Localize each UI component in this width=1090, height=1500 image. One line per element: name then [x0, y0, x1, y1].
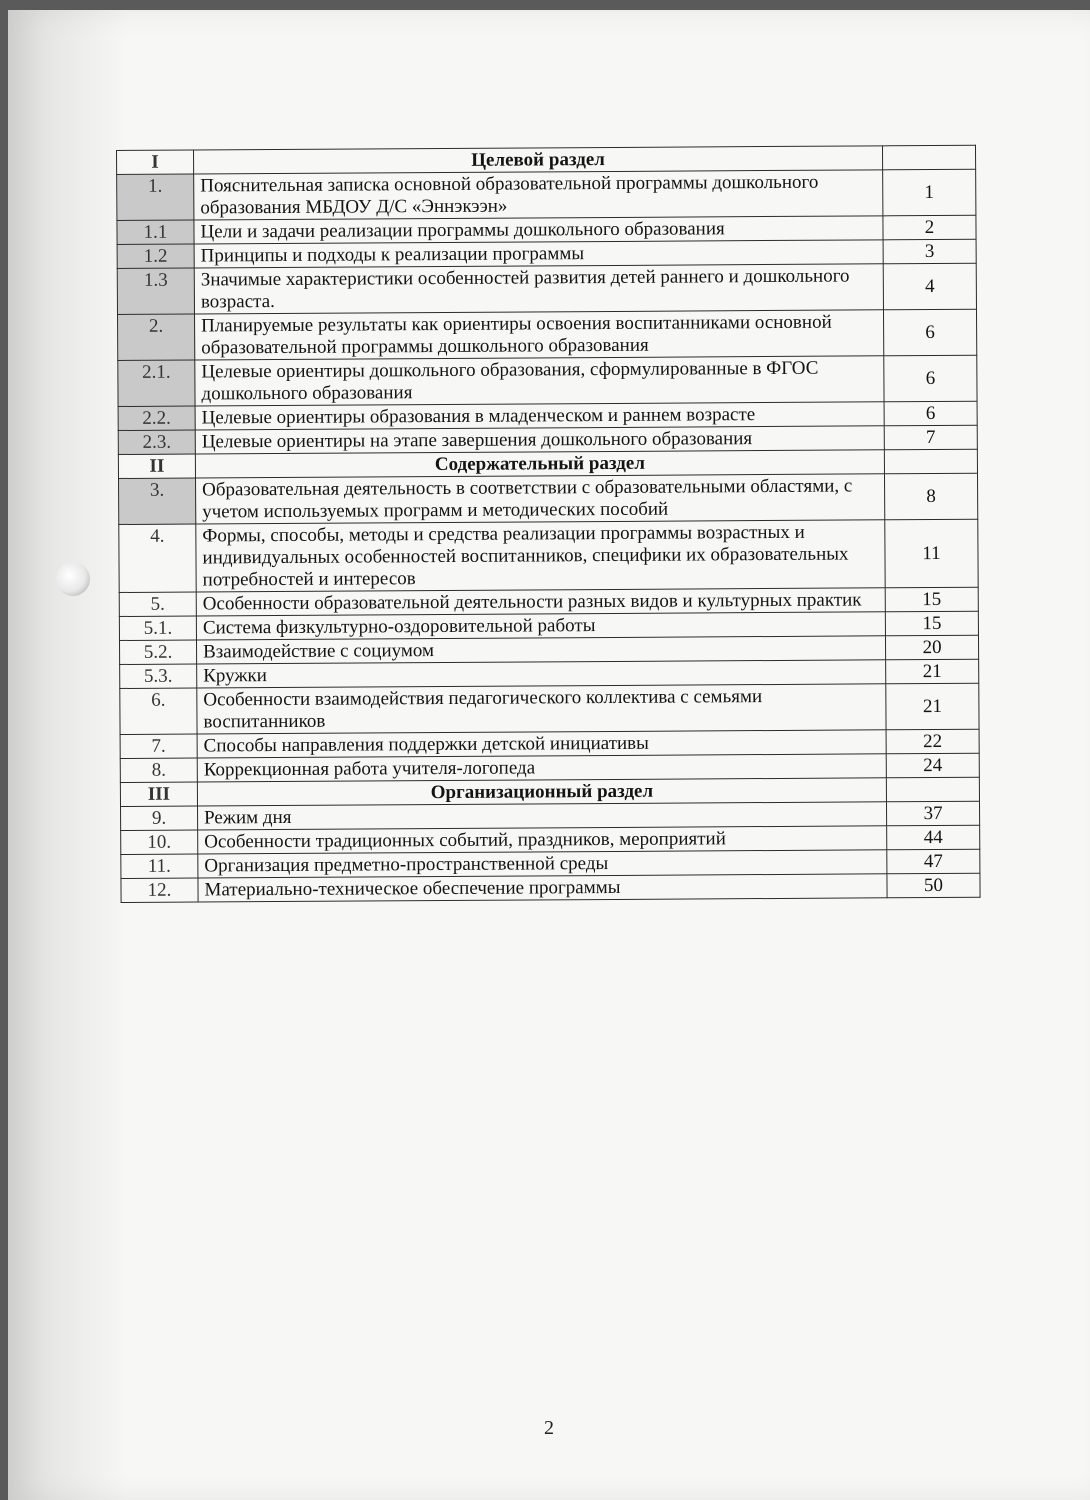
toc-row — [117, 169, 976, 220]
toc-page: 37 — [886, 801, 979, 826]
toc-number: 6. — [120, 688, 197, 734]
toc-page — [884, 449, 977, 474]
toc-title: Режим дня — [198, 802, 887, 830]
toc-title: Способы направления поддержки детской инициативы — [197, 730, 886, 758]
toc-number: 1.2 — [117, 244, 194, 268]
toc-title: Целевые ориентиры образования в младенческом и раннем возрасте — [195, 402, 884, 430]
toc-number: 2.3. — [118, 430, 195, 454]
toc-page: 6 — [884, 401, 977, 426]
toc-section-title: Содержательный раздел — [195, 450, 884, 478]
toc-title: Цели и задачи реализации программы дошкольного образования — [194, 216, 883, 244]
toc-page: 50 — [887, 873, 980, 898]
toc-title: Кружки — [197, 660, 886, 688]
toc-number: 5.1. — [119, 616, 196, 640]
toc-number: 5. — [119, 592, 196, 616]
toc-row — [118, 309, 977, 360]
toc-title: Система физкультурно-оздоровительной работы — [196, 612, 885, 640]
toc-number: 4. — [119, 524, 196, 592]
toc-title: Целевые ориентиры на этапе завершения дошкольного образования — [195, 426, 884, 454]
toc-page — [882, 145, 975, 170]
toc-page: 11 — [885, 519, 978, 588]
toc-number: II — [118, 454, 195, 478]
toc-number: 8. — [120, 758, 197, 782]
toc-body — [117, 145, 981, 902]
toc-title: Пояснительная записка основной образовательной программы дошкольного образования МБДОУ Д/С «Эннэкээн» — [194, 170, 883, 220]
toc-page: 44 — [887, 825, 980, 850]
toc-page: 21 — [886, 683, 979, 730]
toc-title: Значимые характеристики особенностей развития детей раннего и дошкольного возраста. — [194, 264, 883, 314]
toc-page: 6 — [883, 309, 976, 356]
toc-number: 7. — [120, 734, 197, 758]
toc-title: Целевые ориентиры дошкольного образования, сформулированные в ФГОС дошкольного образования — [195, 356, 884, 406]
toc-row — [117, 263, 976, 314]
toc-page: 3 — [883, 239, 976, 264]
punch-hole — [56, 562, 90, 596]
toc-page: 47 — [887, 849, 980, 874]
toc-page: 20 — [885, 635, 978, 660]
toc-number: 1. — [117, 174, 194, 220]
toc-title: Принципы и подходы к реализации программы — [194, 240, 883, 268]
toc-row — [120, 683, 979, 734]
toc-number: I — [117, 150, 194, 174]
toc-row — [121, 873, 980, 902]
toc-page — [886, 777, 979, 802]
toc-section-title: Организационный раздел — [197, 778, 886, 806]
toc-title: Коррекционная работа учителя-логопеда — [197, 754, 886, 782]
toc-title: Образовательная деятельность в соответствии с образовательными областями, с учетом используемых программ и методических пособий — [196, 474, 885, 524]
toc-page: 15 — [885, 587, 978, 612]
toc-number: 1.3 — [117, 268, 194, 314]
toc-number: 10. — [121, 830, 198, 854]
toc-page: 2 — [883, 215, 976, 240]
toc-number: 3. — [119, 478, 196, 524]
toc-number: 11. — [121, 854, 198, 878]
toc-title: Особенности традиционных событий, праздников, мероприятий — [198, 826, 887, 854]
toc-number: 2.2. — [118, 406, 195, 430]
toc-page: 21 — [886, 659, 979, 684]
toc-row — [119, 473, 978, 524]
toc-page: 15 — [885, 611, 978, 636]
toc-page: 24 — [886, 753, 979, 778]
toc-title: Материально-техническое обеспечение программы — [198, 874, 887, 902]
toc-number: 2. — [118, 314, 195, 360]
toc-number: 5.3. — [120, 664, 197, 688]
toc-page: 8 — [884, 473, 977, 520]
page-number: 2 — [544, 1417, 554, 1439]
toc-title: Планируемые результаты как ориентиры освоения воспитанниками основной образовательной программы дошкольного образования — [195, 310, 884, 360]
toc-number: III — [120, 782, 197, 806]
toc-title: Особенности образовательной деятельности разных видов и культурных практик — [196, 588, 885, 616]
document-page — [8, 10, 1090, 1500]
toc-section-title: Целевой раздел — [194, 146, 883, 174]
toc-title: Формы, способы, методы и средства реализации программы возрастных и индивидуальных особенностей воспитанников, специфики их образовательных потребностей и интересов — [196, 520, 885, 592]
toc-page: 6 — [884, 355, 977, 402]
toc-page: 22 — [886, 729, 979, 754]
toc-title: Особенности взаимодействия педагогического коллектива с семьями воспитанников — [197, 684, 886, 734]
toc-page: 4 — [883, 263, 976, 310]
toc-title: Организация предметно-пространственной среды — [198, 850, 887, 878]
toc-row — [118, 355, 977, 406]
toc-page: 1 — [883, 169, 976, 216]
toc-number: 9. — [121, 806, 198, 830]
toc-number: 1.1 — [117, 220, 194, 244]
toc-title: Взаимодействие с социумом — [196, 636, 885, 664]
toc-page: 7 — [884, 425, 977, 450]
toc-number: 5.2. — [119, 640, 196, 664]
table-of-contents — [116, 145, 981, 903]
toc-number: 2.1. — [118, 360, 195, 406]
toc-number: 12. — [121, 878, 198, 902]
toc-row — [119, 519, 978, 592]
